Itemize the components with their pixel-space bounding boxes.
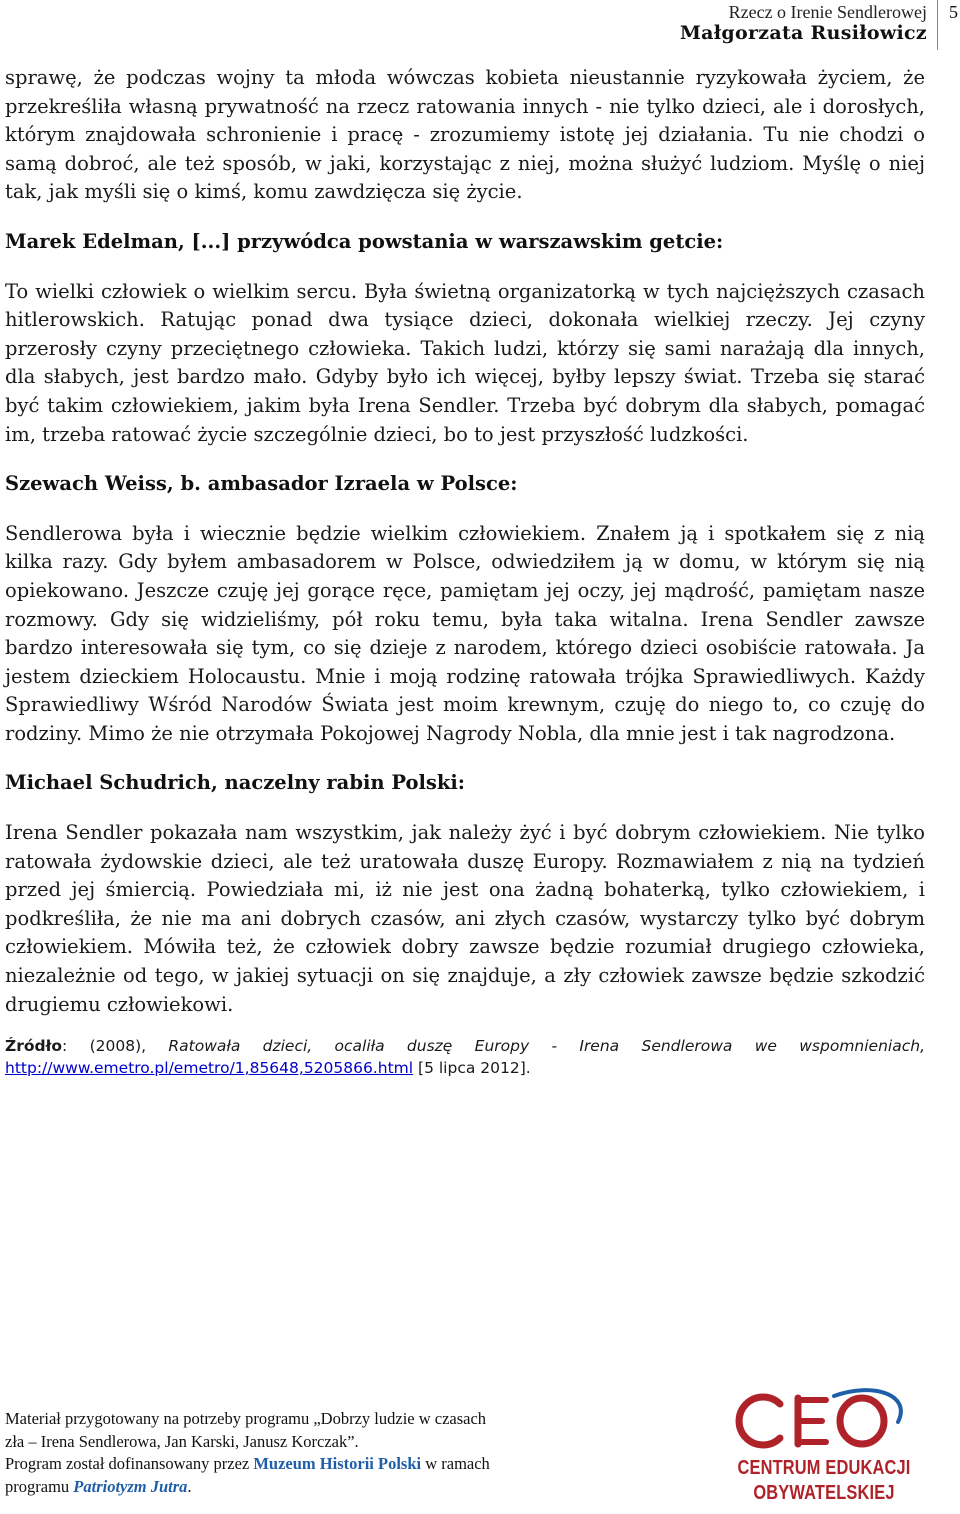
page-footer — [5, 1408, 605, 1498]
source-access-date: [5 lipca 2012]. — [418, 1059, 531, 1078]
quote-text: To wielki człowiek o wielkim sercu. Była świetną organizatorką w tych najcięższych czasach hitlerowskich. Ratując ponad dwa tysiące dzieci, dokonała wielkiej rzeczy. Jej czyny przerosły czyny przeciętnego człowieka. Takich ludzi, którzy się sami narażają dla innych, dla słabych, jest bardzo mało. Gdyby było ich więcej, byłby lepszy świat. Trzeba się starać być takim człowiekiem, jakim była Irena Sendler. Trzeba być dobrym dla słabych, pomagać im, trzeba ratować życie szczególnie dzieci, bo to jest przyszłość ludzkości. — [5, 279, 925, 446]
source-label: Źródło — [5, 1037, 63, 1056]
footer-program-name: Patriotyzm Jutra — [73, 1476, 188, 1496]
quote-speaker: Michael Schudrich, naczelny rabin Polski: — [5, 771, 465, 795]
quote-text: Irena Sendler pokazała nam wszystkim, jak należy żyć i być dobrym człowiekiem. Nie tylko ratowała żydowskie dzieci, ale też uratowała duszę Europy. Rozmawiałem z nią na tydzień przed jej śmiercią. Powiedziała mi, iż nie jest ona żadną bohaterką, tylko człowiekiem, i podkreśliła, że nie ma ani dobrych czasów, ani złych czasów, wystarczy tylko być dobrym człowiekiem. Mówiła też, że człowiek dobry zawsze będzie rozumiał drugiego człowieka, niezależnie od tego, w jakiej sytuacji on się znajduje, a zły człowiek zawsze będzie szkodzić drugiemu człowiekowi. — [5, 821, 925, 1016]
quote-speaker: Szewach Weiss, b. ambasador Izraela w Polsce: — [5, 472, 518, 496]
footer-text: Program został dofinansowany przez — [5, 1454, 250, 1473]
footer-text: programu — [5, 1476, 70, 1496]
footer-text: w ramach — [425, 1454, 490, 1473]
document-title: Rzecz o Irenie Sendlerowej — [728, 2, 927, 22]
source-citation — [5, 1035, 925, 1079]
footer-funding-line — [5, 1453, 605, 1476]
quote-speaker: Marek Edelman, [...] przywódca powstania w warszawskim getcie: — [5, 229, 724, 253]
page-number: 5 — [949, 2, 958, 22]
footer-line: zła – Irena Sendlerowa, Jan Karski, Janusz Korczak”. — [5, 1431, 359, 1451]
ceo-logo-text — [732, 1456, 916, 1506]
header-divider — [937, 0, 938, 50]
source-link[interactable]: http://www.emetro.pl/emetro/1,85648,5205866.html — [5, 1059, 414, 1078]
page-header — [0, 0, 960, 52]
document-author: Małgorzata Rusiłowicz — [679, 22, 927, 44]
footer-line: Materiał przygotowany na potrzeby programu „Dobrzy ludzie w czasach — [5, 1409, 487, 1428]
footer-program-line — [5, 1476, 605, 1499]
quote-text: Sendlerowa była i wiecznie będzie wielkim człowiekiem. Znałem ją i spotkałem się z nią kilka razy. Gdy byłem ambasadorem w Polsce, odwiedziłem ją w domu, w którym się nią opiekowano. Jeszcze czuję jej gorące ręce, pamiętam jej oczy, jej mądrość, pamiętam nasze rozmowy. Gdy się widzieliśmy, pół roku temu, była taka witalna. Irena Sendler zawsze bardzo interesowała się tym, co się dzieje z narodem, którego dzieci osobiście ratowała. Ja jestem dzieckiem Holocaustu. Mnie i moją rodzinę ratowała trójka Sprawiedliwych. Każdy Sprawiedliwy Wśród Narodów Świata jest moim krewnym, czuję do niego to, co czuję do rodziny. Mimo że nie otrzymała Pokojowej Nagrody Nobla, dla mnie jest i tak nagrodzona. — [5, 521, 925, 745]
ceo-logo-mark — [722, 1388, 922, 1454]
intro-paragraph: sprawę, że podczas wojny ta młoda wówczas kobieta nieustannie ryzykowała życiem, że przekreśliła własną prywatność na rzecz ratowania innych - nie tylko dzieci, ale i dorosłych, którym znajdowała schronienie i pracę - zrozumiemy istotę jej działania. Tu nie chodzi o samą dobroć, ale też sposób, w jaki, korzystając z niej, można służyć ludziom. Myślę o niej tak, jak myśli się o kimś, komu zawdzięcza się życie. — [5, 66, 925, 204]
footer-text: . — [187, 1476, 192, 1496]
logo-line: OBYWATELSKIEJ — [753, 1482, 895, 1504]
source-year: : (2008), — [62, 1037, 147, 1056]
footer-org-name: Muzeum Historii Polski — [253, 1454, 422, 1473]
source-title: Ratowała dzieci, ocaliła duszę Europy - Irena Sendlerowa we wspomnieniach, — [168, 1037, 925, 1056]
logo-line: CENTRUM EDUKACJI — [737, 1457, 911, 1479]
page-content — [5, 64, 925, 1079]
